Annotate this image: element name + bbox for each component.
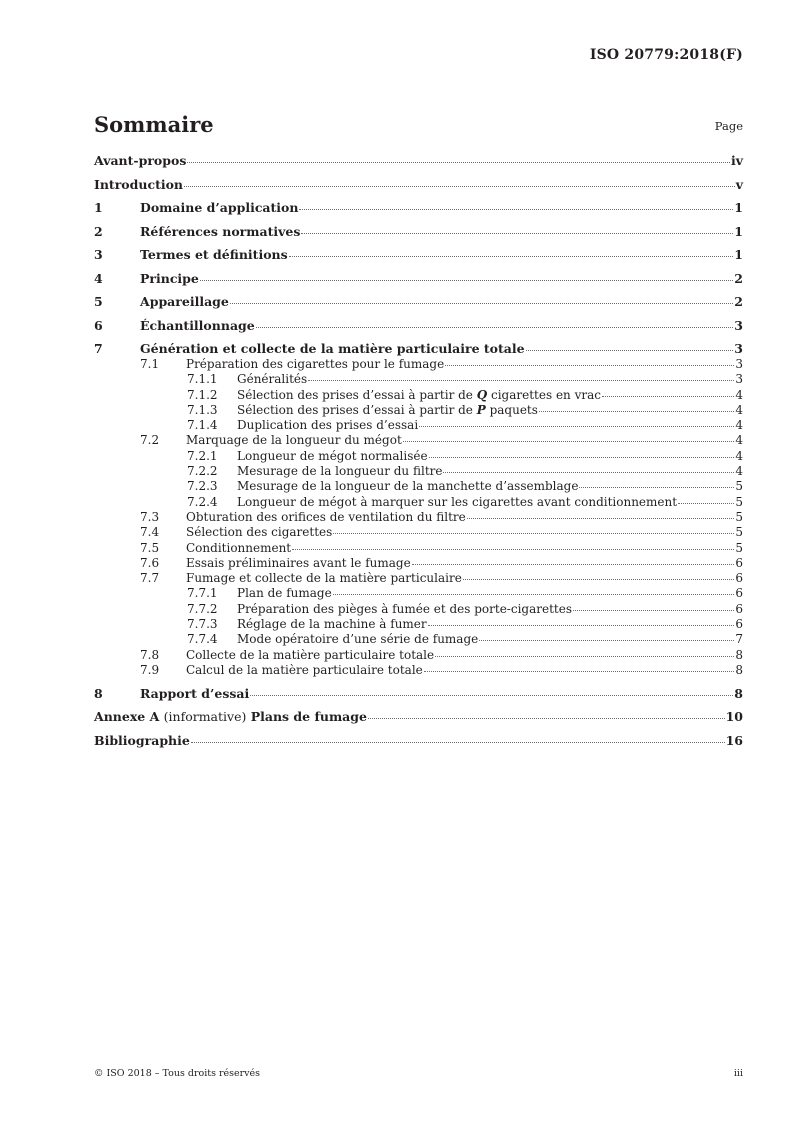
dot-leader [419,426,734,427]
toc-entry-label: Annexe A (informative) Plans de fumage [94,709,367,725]
page-title: Sommaire [94,112,214,137]
toc-entry-page: 1 [734,247,743,262]
toc-entry-page: 5 [735,540,743,555]
toc-entry-number: 7.3 [140,509,160,524]
toc-entry[interactable] [94,294,743,310]
toc-entry-page: 6 [735,555,743,570]
toc-entry[interactable] [94,479,743,494]
toc-entry[interactable] [94,177,743,193]
dot-leader [602,396,734,397]
dot-leader [368,718,725,719]
table-of-contents [94,153,743,749]
toc-entry-number: 7.7.3 [187,617,218,632]
toc-entry-number: 7.1.2 [187,387,218,402]
toc-entry-number: 1 [94,200,103,215]
toc-entry-page: 2 [734,294,743,309]
dot-leader [428,625,735,626]
toc-entry-number: 7.7 [140,571,160,586]
page-footer [94,1068,743,1079]
toc-entry[interactable] [94,318,743,334]
toc-entry-number: 5 [94,294,103,309]
toc-entry[interactable] [94,372,743,387]
toc-entry[interactable] [94,617,743,632]
toc-entry-page: 5 [735,479,743,494]
toc-entry[interactable] [94,632,743,647]
toc-entry-page: 8 [734,685,743,701]
toc-entry-number: 7.1.3 [187,402,218,417]
dot-leader [256,327,734,328]
toc-entry-label: Collecte de la matière particulaire totale [186,647,435,662]
page-column-label: Page [714,119,743,133]
toc-entry-number: 2 [94,223,103,239]
toc-entry[interactable] [94,648,743,663]
toc-entry[interactable] [94,200,743,216]
dot-leader [308,380,734,381]
toc-entry[interactable] [94,663,743,678]
toc-entry[interactable] [94,525,743,540]
toc-entry-number: 3 [94,247,103,262]
toc-entry-label: Avant-propos [94,153,187,168]
toc-entry-page: 6 [735,571,743,586]
toc-entry-label: Fumage et collecte de la matière particulaire [186,571,462,586]
toc-entry-number: 7.1.4 [187,418,218,433]
toc-entry[interactable] [94,271,743,287]
toc-entry[interactable] [94,586,743,601]
toc-entry-label: Domaine d’application [140,200,299,215]
toc-entry-number: 7.5 [140,540,160,555]
toc-entry-label: Mode opératoire d’une série de fumage [237,632,479,647]
toc-entry-label: Préparation des cigarettes pour le fumage [186,357,445,371]
dot-leader [289,256,734,257]
dot-leader [184,186,735,187]
toc-entry-page: 5 [735,525,743,540]
dot-leader [230,303,733,304]
toc-entry-label: Duplication des prises d’essai [237,418,419,433]
toc-entry[interactable] [94,510,743,525]
toc-entry-number: 7 [94,341,103,356]
toc-entry[interactable] [94,556,743,571]
toc-entry-page: 4 [735,464,743,479]
toc-entry[interactable] [94,341,743,357]
toc-entry-page: 16 [725,732,743,748]
toc-entry-number: 7.1 [140,357,160,371]
toc-entry-label: Introduction [94,176,184,192]
toc-entry-label: Préparation des pièges à fumée et des porte-cigarettes [237,601,572,616]
toc-entry-number: 7.2.4 [187,494,218,509]
toc-entry[interactable] [94,357,743,372]
toc-entry-number: 7.2.2 [187,464,218,479]
toc-entry[interactable] [94,541,743,556]
toc-entry-page: v [735,176,743,192]
toc-entry-page: 3 [734,317,743,333]
toc-entry-label: Références normatives [140,223,301,239]
toc-entry-number: 8 [94,685,103,701]
toc-entry-label: Calcul de la matière particulaire totale [186,662,423,677]
toc-entry-label: Marquage de la longueur du mégot [186,433,402,448]
toc-entry-page: 4 [735,433,743,448]
toc-entry[interactable] [94,464,743,479]
toc-entry-page: 4 [735,402,743,417]
toc-entry-number: 7.8 [140,647,160,662]
toc-entry[interactable] [94,495,743,510]
toc-entry[interactable] [94,433,743,448]
dot-leader [187,162,730,163]
dot-leader [299,209,733,210]
document-id: ISO 20779:2018(F) [589,47,743,63]
dot-leader [191,742,725,743]
toc-entry-number: 4 [94,270,103,286]
toc-entry-page: 3 [735,372,743,387]
toc-entry-label: Mesurage de la longueur de la manchette d’assemblage [237,479,579,494]
toc-entry-page: 4 [735,418,743,433]
toc-entry[interactable] [94,403,743,418]
toc-entry-page: 4 [735,448,743,463]
toc-entry[interactable] [94,153,743,169]
dot-leader [435,656,734,657]
dot-leader [445,365,734,366]
toc-entry-page: 5 [735,509,743,524]
toc-entry-number: 7.6 [140,555,160,570]
toc-entry-page: 4 [735,387,743,402]
toc-entry-page: 5 [735,494,743,509]
footer-page-number: iii [733,1068,743,1079]
toc-entry-label: Sélection des prises d’essai à partir de Q cigarettes en vrac [237,387,601,402]
toc-entry[interactable] [94,418,743,433]
dot-leader [333,533,734,534]
toc-entry-label: Génération et collecte de la matière particulaire totale [140,341,525,356]
dot-leader [250,695,733,696]
dot-leader [424,671,735,672]
toc-entry-label: Termes et définitions [140,247,288,262]
toc-entry-page: 1 [734,223,743,239]
dot-leader [412,564,735,565]
toc-entry-page: 8 [735,662,743,677]
toc-entry-label: Principe [140,270,199,286]
toc-entry[interactable] [94,602,743,617]
toc-entry[interactable] [94,247,743,263]
toc-entry-label: Sélection des cigarettes [186,525,333,540]
toc-entry-page: 1 [734,200,743,215]
toc-entry-number: 7.7.1 [187,586,218,601]
dot-leader [200,280,733,281]
toc-entry-page: 6 [735,601,743,616]
dot-leader [443,472,734,473]
toc-entry-label: Longueur de mégot normalisée [237,448,428,463]
dot-leader [479,640,734,641]
toc-entry-page: 3 [735,357,743,371]
toc-entry-label: Échantillonnage [140,317,255,333]
toc-entry[interactable] [94,388,743,403]
toc-entry-page: 8 [735,647,743,662]
toc-entry[interactable] [94,686,743,702]
dot-leader [292,549,734,550]
toc-entry-page: 6 [735,586,743,601]
toc-entry[interactable] [94,709,743,725]
dot-leader [467,518,735,519]
toc-entry-label: Réglage de la machine à fumer [237,617,427,632]
toc-entry-number: 7.2.1 [187,448,218,463]
dot-leader [539,411,734,412]
toc-entry-number: 6 [94,317,103,333]
toc-entry-page: iv [730,153,743,168]
toc-entry-page: 3 [734,341,743,356]
toc-entry-number: 7.2.3 [187,479,218,494]
toc-entry-label: Obturation des orifices de ventilation du filtre [186,509,466,524]
dot-leader [526,350,734,351]
dot-leader [403,441,735,442]
toc-entry-page: 2 [734,270,743,286]
dot-leader [301,233,733,234]
toc-entry-label: Rapport d’essai [140,685,250,701]
toc-entry[interactable] [94,224,743,240]
toc-entry-page: 6 [735,617,743,632]
toc-entry[interactable] [94,733,743,749]
toc-entry-number: 7.7.4 [187,632,218,647]
toc-entry-number: 7.1.1 [187,372,218,387]
toc-entry-number: 7.4 [140,525,160,540]
toc-entry-label: Bibliographie [94,732,190,748]
dot-leader [429,457,735,458]
toc-entry-number: 7.2 [140,433,160,448]
dot-leader [678,503,734,504]
toc-entry-label: Généralités [237,372,308,387]
toc-entry-number: 7.7.2 [187,601,218,616]
copyright-notice: © ISO 2018 – Tous droits réservés [94,1068,261,1079]
toc-entry-label: Essais préliminaires avant le fumage [186,555,411,570]
toc-entry-label: Longueur de mégot à marquer sur les cigarettes avant conditionnement [237,494,678,509]
toc-entry-page: 10 [725,709,743,725]
dot-leader [579,487,734,488]
toc-entry-number: 7.9 [140,662,160,677]
toc-entry-label: Appareillage [140,294,229,309]
toc-entry[interactable] [94,449,743,464]
toc-entry-label: Plan de fumage [237,586,332,601]
dot-leader [463,579,735,580]
toc-entry-label: Conditionnement [186,540,292,555]
toc-entry-page: 7 [735,632,743,647]
toc-entry-label: Sélection des prises d’essai à partir de P paquets [237,402,538,417]
toc-entry-label: Mesurage de la longueur du filtre [237,464,443,479]
dot-leader [333,594,735,595]
dot-leader [573,610,734,611]
toc-entry[interactable] [94,571,743,586]
